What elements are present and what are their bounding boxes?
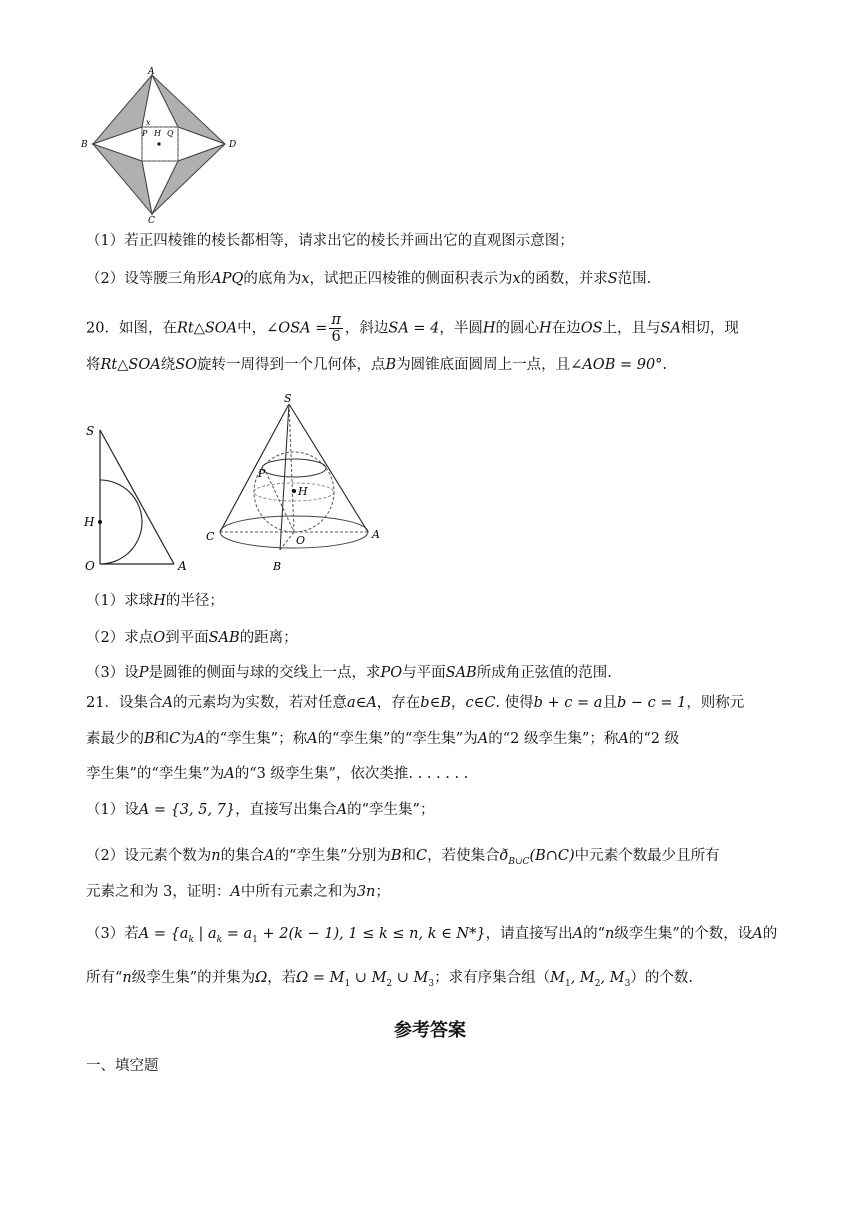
label-C: C (148, 216, 155, 224)
q21-stem-line3: 孪生集”的“孪生集”为A的“3 级孪生集”，依次类推. . . . . . . (86, 766, 469, 782)
label-H: H (84, 515, 95, 529)
q21-part3-line2: 所有“n级孪生集”的并集为Ω，若$\Omega = M_1$ ∪ $M_2$ ∪ $M_3$；求有序集合组（$M_1$, $M_2$, $M_3$）的个数. (86, 970, 693, 989)
label-B: B (81, 140, 88, 150)
label-H: H (298, 485, 308, 498)
label-x: x (146, 118, 151, 127)
label-D: D (229, 140, 237, 150)
label-O: O (296, 534, 306, 547)
label-P: P (258, 467, 266, 480)
label-O: O (85, 559, 95, 573)
q20-part1: （1）求球H的半径； (86, 593, 224, 609)
label-P: P (142, 129, 148, 138)
label-A: A (178, 559, 187, 573)
q21-part2-line1: （2）设元素个数为n的集合A的“孪生集”分别为B和C，若使集合$ð_{B\cup C}(B\cap C)$中元素个数最少且所有 (86, 848, 720, 867)
label-Q: Q (167, 129, 174, 138)
q20-stem-line1: 20．如图，在Rt△SOA中，∠OSA = $\frac{\pi}{6}$ ，斜边SA = 4，半圆H的圆心H在边OS上，且与SA相切，现 (86, 312, 739, 345)
label-H: H (154, 129, 161, 138)
q19-part1: （1）若正四棱锥的棱长都相等，请求出它的棱长并画出它的直观图示意图； (86, 233, 574, 249)
figure-triangle-semicircle (82, 418, 197, 578)
answers-title: 参考答案 (394, 1020, 466, 1041)
label-C: C (206, 530, 215, 543)
label-B: B (273, 560, 282, 573)
q21-part1: （1）设A = {3, 5, 7}，直接写出集合A的“孪生集”； (86, 802, 435, 818)
section-fill-in-blank: 一、填空题 (86, 1058, 159, 1074)
figure-cone-sphere (200, 392, 390, 577)
label-S: S (284, 392, 292, 405)
label-A: A (372, 528, 380, 541)
q21-stem-line1: 21．设集合A的元素均为实数，若对任意a∈A，存在b∈B，c∈C. 使得b + c = a且b − c = 1，则称元 (86, 695, 745, 711)
figure-square-pyramid-net (78, 64, 248, 224)
q20-stem-line2: 将Rt△SOA绕SO旋转一周得到一个几何体，点B为圆锥底面圆周上一点，且∠AOB = 90°. (86, 357, 668, 373)
q20-part3: （3）设P是圆锥的侧面与球的交线上一点，求PO与平面SAB所成角正弦值的范围. (86, 665, 612, 681)
q20-part2: （2）求点O到平面SAB的距离； (86, 630, 298, 646)
fraction-pi-over-6: $\frac{\pi}{6}$ (331, 312, 341, 345)
label-A: A (148, 67, 155, 77)
label-S: S (86, 424, 95, 438)
q21-stem-line2: 素最少的B和C为A的“孪生集”；称A的“孪生集”的“孪生集”为A的“2 级孪生集”；称A的“2 级 (86, 731, 680, 747)
q21-part2-line2: 元素之和为 3，证明：A中所有元素之和为3n； (86, 884, 390, 900)
q19-part2: （2）设等腰三角形APQ的底角为x，试把正四棱锥的侧面积表示为x的函数，并求S范围. (86, 271, 652, 287)
q21-part3-line1: （3）若$A = \{a_k$ | $a_k = a_1 + 2(k - 1)$, 1 ≤ k ≤ n, k ∈ N*}，请直接写出A的“n级孪生集”的个数，设A的 (86, 926, 778, 945)
